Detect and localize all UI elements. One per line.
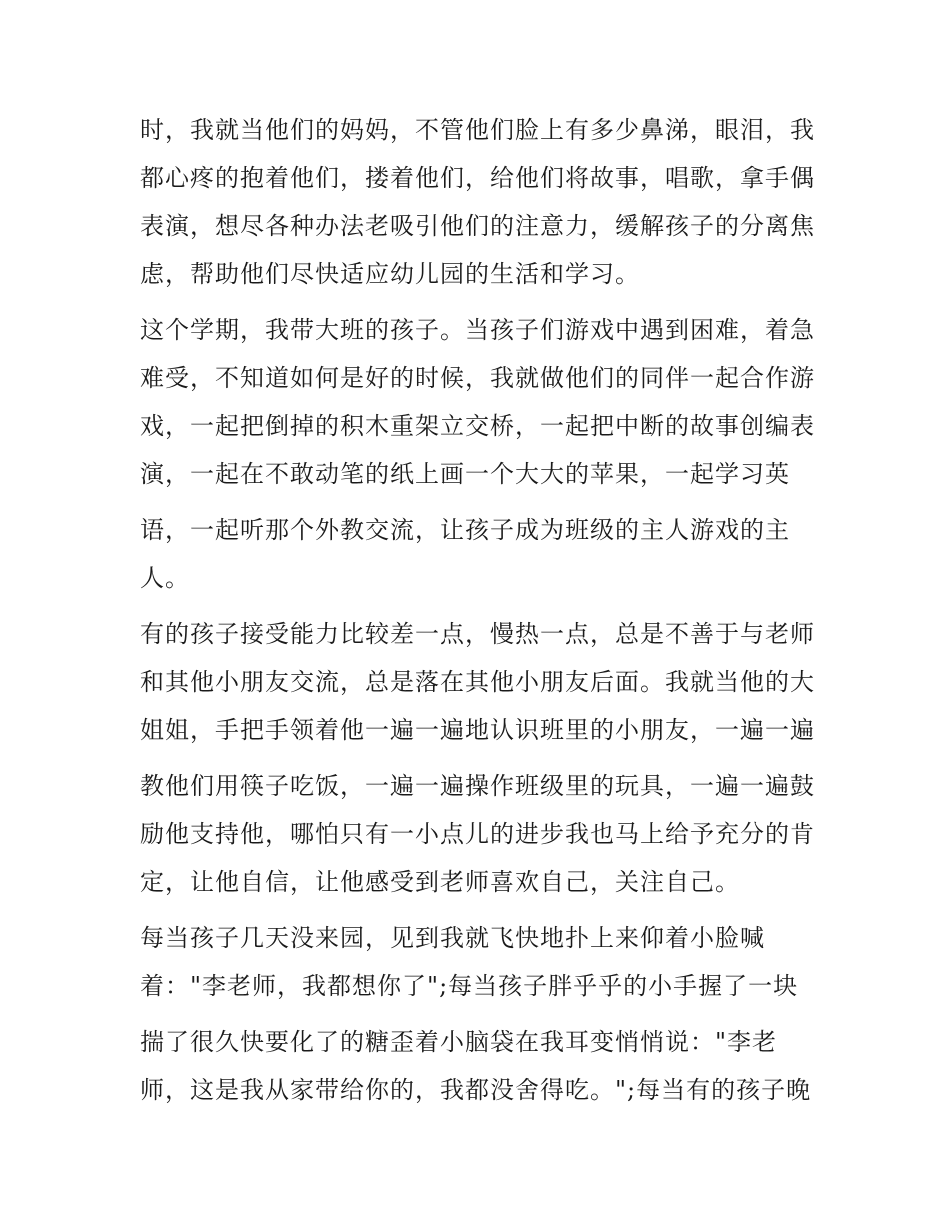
text-line: 语，一起听那个外教交流，让孩子成为班级的主人游戏的主	[140, 516, 790, 544]
text-line: 揣了很久快要化了的糖歪着小脑袋在我耳变悄悄说："李老	[140, 1028, 778, 1056]
text-line: 和其他小朋友交流，总是落在其他小朋友后面。我就当他的大	[140, 668, 815, 696]
text-line: 定，让他自信，让他感受到老师喜欢自己，关注自己。	[140, 868, 740, 896]
text-line: 教他们用筷子吃饭，一遍一遍操作班级里的玩具，一遍一遍鼓	[140, 772, 815, 800]
text-line: 有的孩子接受能力比较差一点，慢热一点，总是不善于与老师	[140, 620, 815, 648]
text-line: 每当孩子几天没来园，见到我就飞快地扑上来仰着小脸喊	[140, 924, 765, 952]
text-line: 姐姐，手把手领着他一遍一遍地认识班里的小朋友，一遍一遍	[140, 716, 815, 744]
text-line: 表演，想尽各种办法老吸引他们的注意力，缓解孩子的分离焦	[140, 212, 815, 240]
text-line: 戏，一起把倒掉的积木重架立交桥，一起把中断的故事创编表	[140, 412, 815, 440]
text-line: 着："李老师，我都想你了";每当孩子胖乎乎的小手握了一块	[140, 972, 799, 1000]
text-line: 励他支持他，哪怕只有一小点儿的进步我也马上给予充分的肯	[140, 820, 815, 848]
text-line: 难受，不知道如何是好的时候，我就做他们的同伴一起合作游	[140, 364, 815, 392]
text-line: 演，一起在不敢动笔的纸上画一个大大的苹果，一起学习英	[140, 460, 790, 488]
text-line: 师，这是我从家带给你的，我都没舍得吃。";每当有的孩子晚	[140, 1076, 812, 1104]
text-line: 这个学期，我带大班的孩子。当孩子们游戏中遇到困难，着急	[140, 316, 815, 344]
text-line: 虑，帮助他们尽快适应幼儿园的生活和学习。	[140, 260, 640, 288]
text-line: 时，我就当他们的妈妈，不管他们脸上有多少鼻涕，眼泪，我	[140, 116, 815, 144]
text-line: 人。	[140, 564, 190, 592]
text-line: 都心疼的抱着他们，搂着他们，给他们将故事，唱歌，拿手偶	[140, 164, 815, 192]
